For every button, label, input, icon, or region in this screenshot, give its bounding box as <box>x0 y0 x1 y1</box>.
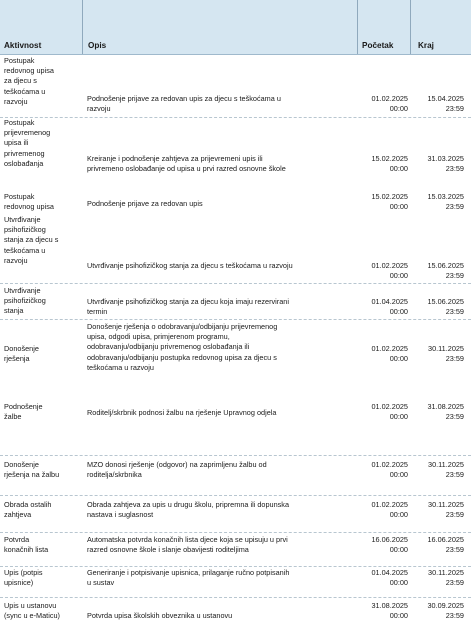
table-row <box>0 402 471 456</box>
table-row <box>0 322 471 382</box>
row-end: 30.11.2025 23:59 <box>428 568 464 588</box>
row-end: 15.04.2025 23:59 <box>427 94 464 114</box>
table-row <box>0 568 471 598</box>
row-activity: Upis u ustanovu (sync u e-Maticu) <box>4 601 60 621</box>
row-activity: Postupak redovnog upisa <box>4 192 54 212</box>
row-start: 16.06.2025 00:00 <box>371 535 408 555</box>
row-description: Utvrđivanje psihofizičkog stanja za djecu koja imaju rezervirani termin <box>87 297 289 317</box>
row-start: 01.02.2025 00:00 <box>371 261 408 281</box>
row-end: 15.03.2025 23:59 <box>427 192 464 212</box>
row-start: 15.02.2025 00:00 <box>371 192 408 212</box>
row-description: MZO donosi rješenje (odgovor) na zaprimljenu žalbu od roditelja/skrbnika <box>87 460 267 480</box>
row-description: Roditelj/skrbnik podnosi žalbu na rješenje Upravnog odjela <box>87 408 277 417</box>
table-header <box>0 0 471 55</box>
row-activity: Postupak prijevremenog upisa ili privremenog oslobađanja <box>4 118 51 168</box>
row-description: Potvrda upisa školskih obveznika u ustanovu <box>87 611 233 620</box>
column-divider <box>410 0 411 54</box>
row-description: Utvrđivanje psihofizičkog stanja za djecu s teškoćama u razvoju <box>87 261 293 270</box>
row-start: 01.04.2025 00:00 <box>371 297 408 317</box>
row-activity: Donošenje rješenja na žalbu <box>4 460 60 480</box>
row-description: Donošenje rješenja o odobravanju/odbijanju prijevremenog upisa, odgodi upisa, primjerenom programu, odobravanju/odbijanju privremenog oslobađanja ili odobravanju/odbijanju postupka redovnog upisa za djecu s teškoćama u razvoju <box>87 322 278 372</box>
header-end: Kraj <box>418 41 434 50</box>
row-activity: Podnošenje žalbe <box>4 402 43 422</box>
row-description: Podnošenje prijave za redovan upis za djecu s teškoćama u razvoju <box>87 94 281 114</box>
table-row <box>0 601 471 627</box>
table-row <box>0 215 471 285</box>
row-end: 30.11.2025 23:59 <box>428 500 464 520</box>
table-row <box>0 535 471 567</box>
row-end: 30.09.2025 23:59 <box>427 601 464 621</box>
row-activity: Donošenje rješenja <box>4 344 39 364</box>
table-row <box>0 56 471 118</box>
row-divider <box>0 597 471 598</box>
row-activity: Utvrđivanje psihofizičkog stanja za djecu s teškoćama u razvoju <box>4 215 59 265</box>
table-row <box>0 460 471 496</box>
row-divider <box>0 455 471 456</box>
row-activity: Upis (potpis upisnice) <box>4 568 43 588</box>
row-end: 30.11.2025 23:59 <box>428 460 464 480</box>
row-activity: Postupak redovnog upisa za djecu s teškoćama u razvoju <box>4 56 54 106</box>
header-activity: Aktivnost <box>4 41 42 50</box>
row-end: 15.06.2025 23:59 <box>427 297 464 317</box>
row-divider <box>0 283 471 284</box>
column-divider <box>357 0 358 54</box>
row-description: Kreiranje i podnošenje zahtjeva za prijevremeni upis ili privremeno oslobađanje od upisa u prvi razred osnovne škole <box>87 154 286 174</box>
table-row <box>0 286 471 320</box>
row-end: 16.06.2025 23:59 <box>427 535 464 555</box>
row-divider <box>0 566 471 567</box>
row-start: 01.04.2025 00:00 <box>371 568 408 588</box>
row-start: 01.02.2025 00:00 <box>371 344 408 364</box>
row-start: 01.02.2025 00:00 <box>371 460 408 480</box>
row-start: 31.08.2025 00:00 <box>371 601 408 621</box>
row-divider <box>0 319 471 320</box>
row-activity: Potvrda konačnih lista <box>4 535 49 555</box>
row-divider <box>0 495 471 496</box>
row-end: 30.11.2025 23:59 <box>428 344 464 364</box>
row-start: 01.02.2025 00:00 <box>371 500 408 520</box>
row-activity: Utvrđivanje psihofizičkog stanja <box>4 286 46 316</box>
row-end: 15.06.2025 23:59 <box>427 261 464 281</box>
row-end: 31.03.2025 23:59 <box>427 154 464 174</box>
row-start: 15.02.2025 00:00 <box>371 154 408 174</box>
row-description: Generiranje i potpisivanje upisnica, prilaganje ručno potpisanih u sustav <box>87 568 290 588</box>
row-description: Obrada zahtjeva za upis u drugu školu, pripremna ili dopunska nastava i suglasnost <box>87 500 289 520</box>
header-description: Opis <box>88 41 107 50</box>
header-start: Početak <box>362 41 394 50</box>
row-start: 01.02.2025 00:00 <box>371 94 408 114</box>
column-divider <box>82 0 83 54</box>
row-description: Podnošenje prijave za redovan upis <box>87 199 203 208</box>
table-row <box>0 500 471 533</box>
row-description: Automatska potvrda konačnih lista djece koja se upisuju u prvi razred osnovne škole i slanje obavijesti roditeljima <box>87 535 288 555</box>
row-end: 31.08.2025 23:59 <box>427 402 464 422</box>
table-row <box>0 118 471 178</box>
row-divider <box>0 532 471 533</box>
row-activity: Obrada ostalih zahtjeva <box>4 500 52 520</box>
row-start: 01.02.2025 00:00 <box>371 402 408 422</box>
